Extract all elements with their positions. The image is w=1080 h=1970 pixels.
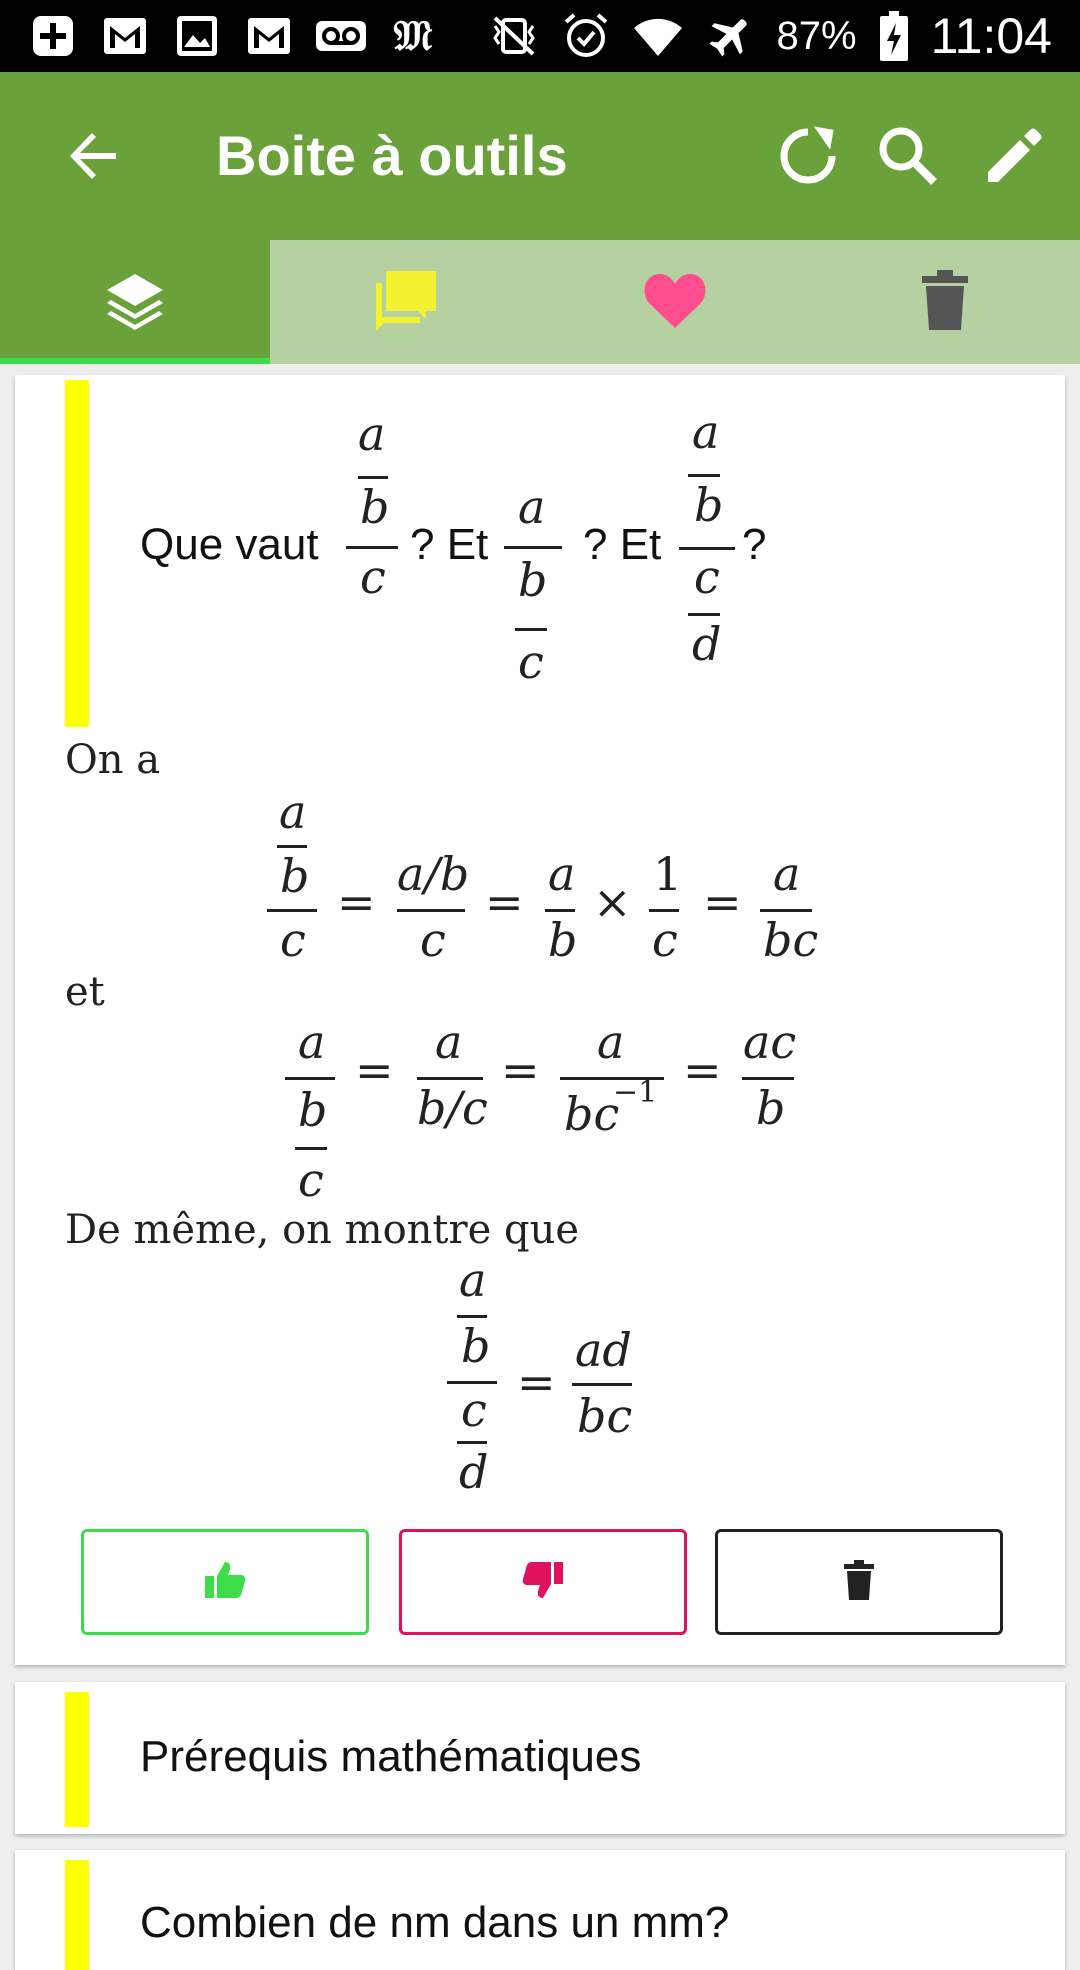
math-d: d — [459, 1445, 489, 1499]
equals-sign: = — [355, 1043, 394, 1097]
fraction-bar — [688, 613, 720, 616]
math-ad: ad — [575, 1323, 632, 1377]
explanation-text: On a — [65, 737, 161, 783]
thumbs-down-icon — [521, 1560, 565, 1605]
equals-sign: = — [683, 1043, 722, 1097]
math-bc: bc — [763, 913, 819, 967]
math-a: a — [548, 847, 576, 901]
fraction-bar — [688, 474, 720, 477]
math-a: a — [597, 1015, 625, 1069]
layers-icon — [103, 270, 167, 335]
equals-sign: = — [337, 875, 376, 929]
equals-sign: = — [501, 1043, 540, 1097]
chat-icon — [370, 267, 440, 338]
equals-sign: = — [485, 875, 524, 929]
edit-icon[interactable] — [980, 122, 1048, 190]
trash-icon — [920, 270, 970, 335]
math-a: a — [298, 1015, 326, 1069]
math-ac: ac — [743, 1015, 797, 1069]
math-a: a — [279, 785, 307, 839]
question-prefix: Que vaut — [140, 520, 319, 569]
math-c: c — [420, 913, 446, 967]
math-b-over-c: b/c — [417, 1081, 488, 1135]
page-title: Boite à outils — [216, 124, 568, 187]
thumbs-up-button[interactable] — [81, 1529, 369, 1635]
math-b: b — [548, 913, 578, 967]
battery-percent: 87% — [776, 13, 857, 58]
tab-bar — [0, 240, 1080, 364]
fraction-bar — [285, 1077, 335, 1080]
fraction-bar — [742, 1077, 794, 1080]
fraction-bar — [267, 909, 317, 912]
math-d: d — [692, 617, 722, 671]
fraction-bar — [504, 546, 562, 549]
newspaper-icon: 𝔐 — [393, 11, 433, 60]
delete-button[interactable] — [715, 1529, 1003, 1635]
math-a: a — [358, 407, 386, 461]
category-stripe — [65, 1860, 89, 1970]
tab-favorites[interactable] — [540, 240, 810, 364]
equals-sign: = — [517, 1355, 556, 1409]
explanation-text: De même, on montre que — [65, 1207, 580, 1253]
math-exponent: −1 — [613, 1075, 658, 1110]
math-c: c — [298, 1153, 324, 1207]
equals-sign: = — [703, 875, 742, 929]
gmail-icon — [244, 12, 294, 60]
airplane-mode-icon — [705, 12, 755, 60]
fraction-bar — [397, 909, 465, 912]
math-b: b — [694, 478, 724, 532]
math-b: b — [298, 1083, 328, 1137]
math-a: a — [435, 1015, 463, 1069]
refresh-icon[interactable] — [774, 122, 842, 190]
math-a: a — [518, 480, 546, 534]
back-arrow-icon[interactable] — [62, 124, 126, 188]
math-a: a — [773, 847, 801, 901]
math-b: b — [360, 480, 390, 534]
category-stripe — [65, 380, 89, 727]
math-bc: bc — [564, 1087, 620, 1141]
question-card — [15, 375, 1065, 1665]
times-sign: × — [593, 875, 632, 929]
question-card[interactable] — [15, 1850, 1065, 1970]
math-a-over-b: a/b — [397, 847, 470, 901]
tab-layers[interactable] — [0, 240, 270, 364]
search-icon[interactable] — [874, 122, 942, 190]
fraction-bar — [358, 476, 388, 479]
card-title: Prérequis mathématiques — [140, 1732, 642, 1781]
math-c: c — [360, 550, 386, 604]
trash-icon — [843, 1560, 875, 1605]
math-bc: bc — [577, 1389, 633, 1443]
question-separator: ? Et — [583, 520, 662, 569]
tab-chat[interactable] — [270, 240, 540, 364]
fraction-bar — [346, 546, 398, 549]
clock: 11:04 — [930, 8, 1052, 64]
math-b: b — [461, 1319, 491, 1373]
fraction-bar — [545, 909, 575, 912]
battery-charging-icon — [879, 12, 909, 60]
math-b: b — [756, 1081, 786, 1135]
fraction-bar — [295, 1147, 327, 1150]
fraction-bar — [515, 628, 547, 631]
add-notification-icon — [28, 12, 78, 60]
status-bar — [0, 0, 1080, 72]
image-icon — [172, 12, 222, 60]
app-bar — [0, 72, 1080, 240]
fraction-bar — [457, 1315, 487, 1318]
math-a: a — [692, 405, 720, 459]
question-separator: ? Et — [410, 520, 489, 569]
voicemail-icon — [316, 12, 366, 60]
math-b: b — [518, 553, 548, 607]
math-c: c — [280, 913, 306, 967]
thumbs-up-icon — [203, 1560, 247, 1605]
thumbs-down-button[interactable] — [399, 1529, 687, 1635]
fraction-bar — [457, 1441, 487, 1444]
question-card[interactable] — [15, 1682, 1065, 1834]
explanation-text: et — [65, 969, 105, 1015]
math-b: b — [280, 849, 310, 903]
math-c: c — [694, 550, 720, 604]
gmail-icon — [100, 12, 150, 60]
math-a: a — [459, 1253, 487, 1307]
question-end: ? — [742, 520, 767, 569]
math-c: c — [652, 913, 678, 967]
fraction-bar — [572, 1383, 632, 1386]
fraction-bar — [277, 845, 307, 848]
math-c: c — [518, 635, 544, 689]
fraction-bar — [649, 909, 679, 912]
category-stripe — [65, 1692, 89, 1827]
fraction-bar — [760, 909, 812, 912]
wifi-icon — [633, 12, 683, 60]
math-one: 1 — [653, 847, 683, 901]
heart-icon — [642, 270, 708, 335]
vibrate-off-icon — [489, 12, 539, 60]
math-c: c — [461, 1383, 487, 1437]
card-title: Combien de nm dans un mm? — [140, 1898, 730, 1947]
tab-trash[interactable] — [810, 240, 1080, 364]
fraction-bar — [417, 1077, 483, 1080]
alarm-icon — [561, 12, 611, 60]
